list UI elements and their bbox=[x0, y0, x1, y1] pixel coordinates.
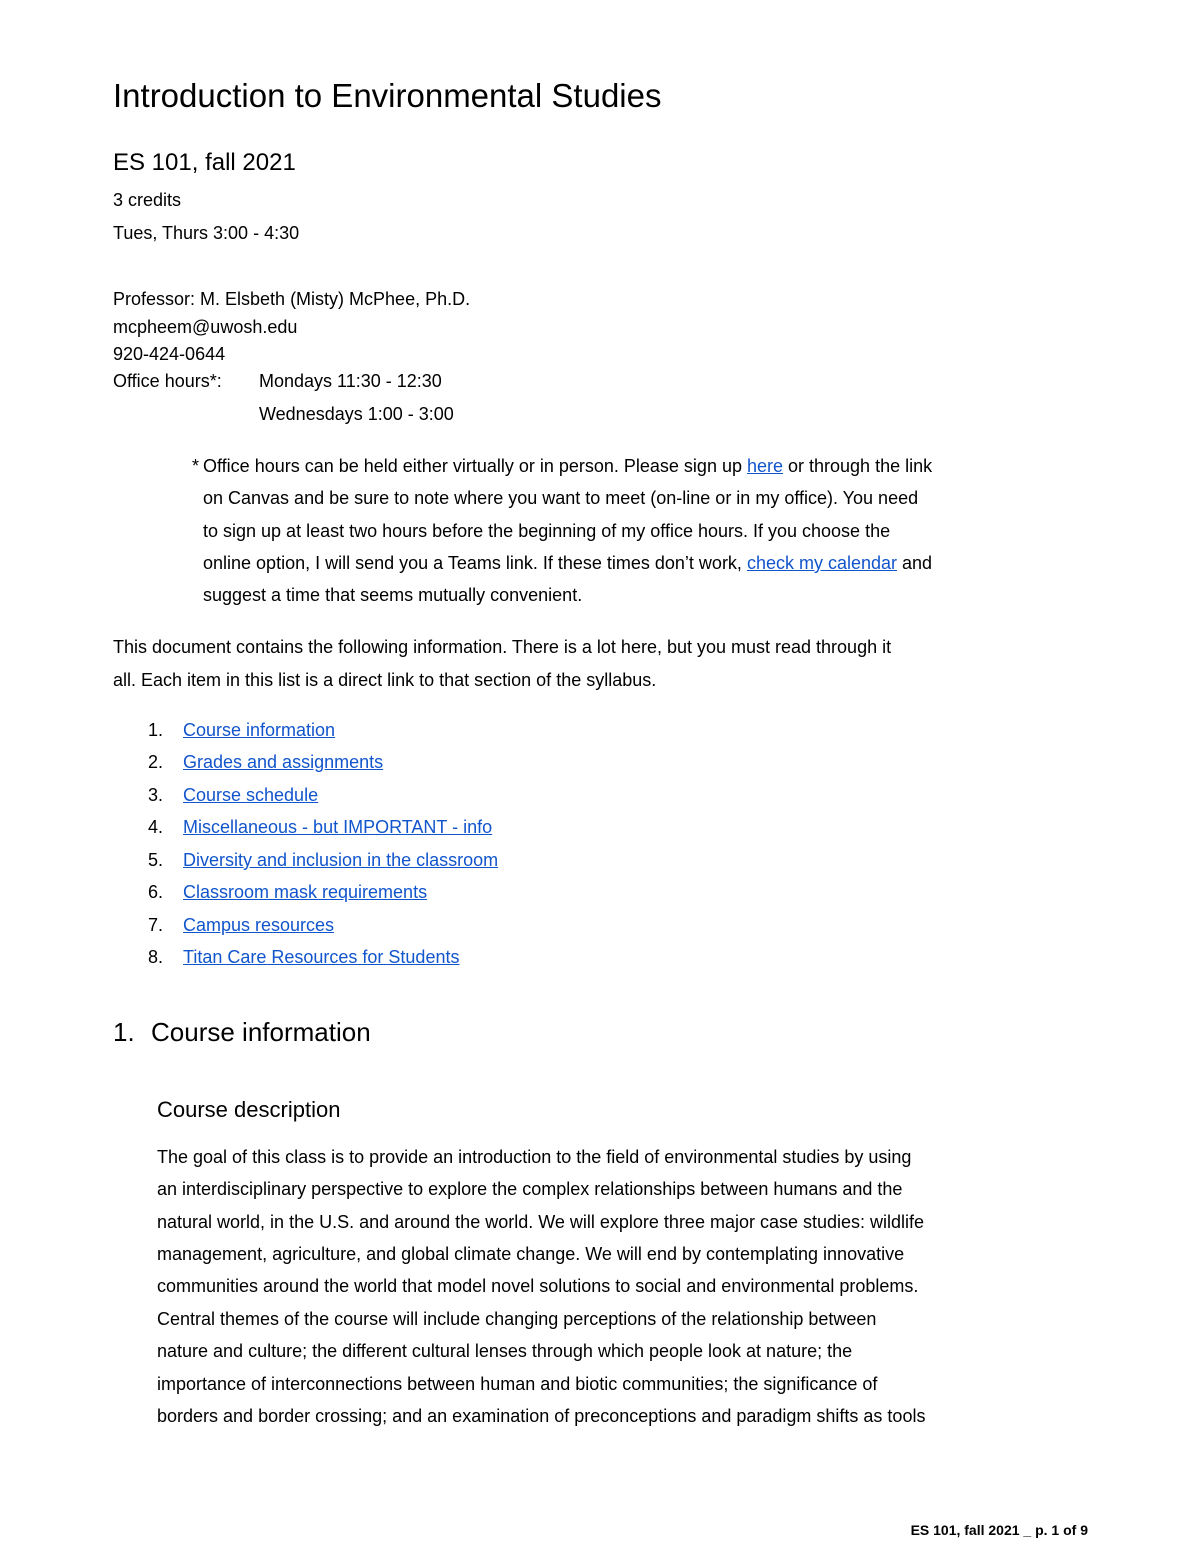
note-line bbox=[203, 454, 932, 478]
toc-number: 8. bbox=[148, 947, 164, 967]
note-line: on Canvas and be sure to note where you want to meet (on-line or in my office). You need bbox=[203, 488, 919, 508]
office-hours-label: Office hours*: bbox=[113, 371, 222, 391]
section-title: Course information bbox=[151, 1017, 371, 1047]
toc-item-course-information bbox=[148, 718, 335, 742]
toc-link-mask-requirements[interactable]: Classroom mask requirements bbox=[183, 882, 428, 902]
course-code: ES 101, fall 2021 bbox=[113, 149, 296, 176]
toc-number: 4. bbox=[148, 817, 164, 837]
toc-item-course-schedule bbox=[148, 783, 318, 807]
note-text: and bbox=[897, 553, 933, 573]
description-line: nature and culture; the different cultural lenses through which people look at nature; the bbox=[157, 1341, 853, 1361]
toc-link-course-information[interactable]: Course information bbox=[183, 720, 336, 740]
sign-up-here-link[interactable]: here bbox=[746, 456, 784, 476]
toc-number: 2. bbox=[148, 752, 164, 772]
toc-number: 3. bbox=[148, 785, 164, 805]
description-line: communities around the world that model novel solutions to social and environmental problems. bbox=[157, 1276, 919, 1296]
toc-link-grades-and-assignments[interactable]: Grades and assignments bbox=[183, 752, 384, 772]
toc-number: 5. bbox=[148, 850, 164, 870]
note-text: Office hours can be held either virtually or in person. Please sign up bbox=[203, 456, 747, 476]
toc-link-titan-care[interactable]: Titan Care Resources for Students bbox=[183, 947, 460, 967]
description-line: an interdisciplinary perspective to explore the complex relationships between humans and the bbox=[157, 1179, 903, 1199]
office-hours-note-asterisk: * bbox=[192, 456, 200, 476]
note-text: online option, I will send you a Teams link. If these times don’t work, bbox=[203, 553, 747, 573]
description-line: The goal of this class is to provide an introduction to the field of environmental studies by using bbox=[157, 1147, 912, 1167]
note-text: or through the link bbox=[783, 456, 933, 476]
toc-link-campus-resources[interactable]: Campus resources bbox=[183, 915, 335, 935]
office-hours-wednesday: Wednesdays 1:00 - 3:00 bbox=[259, 404, 454, 424]
intro-text: This document contains the following information. There is a lot here, but you must read through it bbox=[113, 637, 892, 657]
toc-item-mask-requirements bbox=[148, 880, 427, 904]
office-hours-monday: Mondays 11:30 - 12:30 bbox=[259, 371, 442, 391]
professor-name: Professor: M. Elsbeth (Misty) McPhee, Ph.D. bbox=[113, 289, 471, 309]
toc-item-miscellaneous bbox=[148, 815, 492, 839]
note-line: to sign up at least two hours before the beginning of my office hours. If you choose the bbox=[203, 521, 891, 541]
check-my-calendar-link[interactable]: check my calendar bbox=[746, 553, 898, 573]
section-number: 1. bbox=[113, 1017, 135, 1047]
document-title: Introduction to Environmental Studies bbox=[113, 77, 662, 114]
toc-link-diversity-and-inclusion[interactable]: Diversity and inclusion in the classroom bbox=[183, 850, 499, 870]
description-line: borders and border crossing; and an examination of preconceptions and paradigm shifts as tools bbox=[157, 1406, 926, 1426]
section-heading-course-information bbox=[113, 1015, 371, 1049]
description-line: Central themes of the course will include changing perceptions of the relationship between bbox=[157, 1309, 877, 1329]
description-line: importance of interconnections between human and biotic communities; the significance of bbox=[157, 1374, 878, 1394]
page-footer: ES 101, fall 2021 _ p. 1 of 9 bbox=[910, 1522, 1088, 1538]
description-line: management, agriculture, and global climate change. We will end by contemplating innovative bbox=[157, 1244, 905, 1264]
toc-link-miscellaneous[interactable]: Miscellaneous - but IMPORTANT - info bbox=[183, 817, 493, 837]
toc-number: 1. bbox=[148, 720, 164, 740]
subheading-course-description: Course description bbox=[157, 1097, 341, 1122]
note-line bbox=[203, 551, 932, 575]
toc-item-campus-resources bbox=[148, 913, 334, 937]
toc-item-diversity-and-inclusion bbox=[148, 848, 498, 872]
toc-number: 6. bbox=[148, 882, 164, 902]
toc-link-course-schedule[interactable]: Course schedule bbox=[183, 785, 319, 805]
toc-item-grades-and-assignments bbox=[148, 750, 383, 774]
intro-text: all. Each item in this list is a direct link to that section of the syllabus. bbox=[113, 670, 657, 690]
description-line: natural world, in the U.S. and around the world. We will explore three major case studies: wildlife bbox=[157, 1212, 925, 1232]
class-schedule: Tues, Thurs 3:00 - 4:30 bbox=[113, 223, 300, 243]
professor-phone: 920-424-0644 bbox=[113, 344, 226, 364]
toc-number: 7. bbox=[148, 915, 164, 935]
toc-item-titan-care bbox=[148, 945, 459, 969]
note-line: suggest a time that seems mutually convenient. bbox=[203, 585, 583, 605]
professor-email: mcpheem@uwosh.edu bbox=[113, 317, 298, 337]
credits: 3 credits bbox=[113, 190, 182, 210]
